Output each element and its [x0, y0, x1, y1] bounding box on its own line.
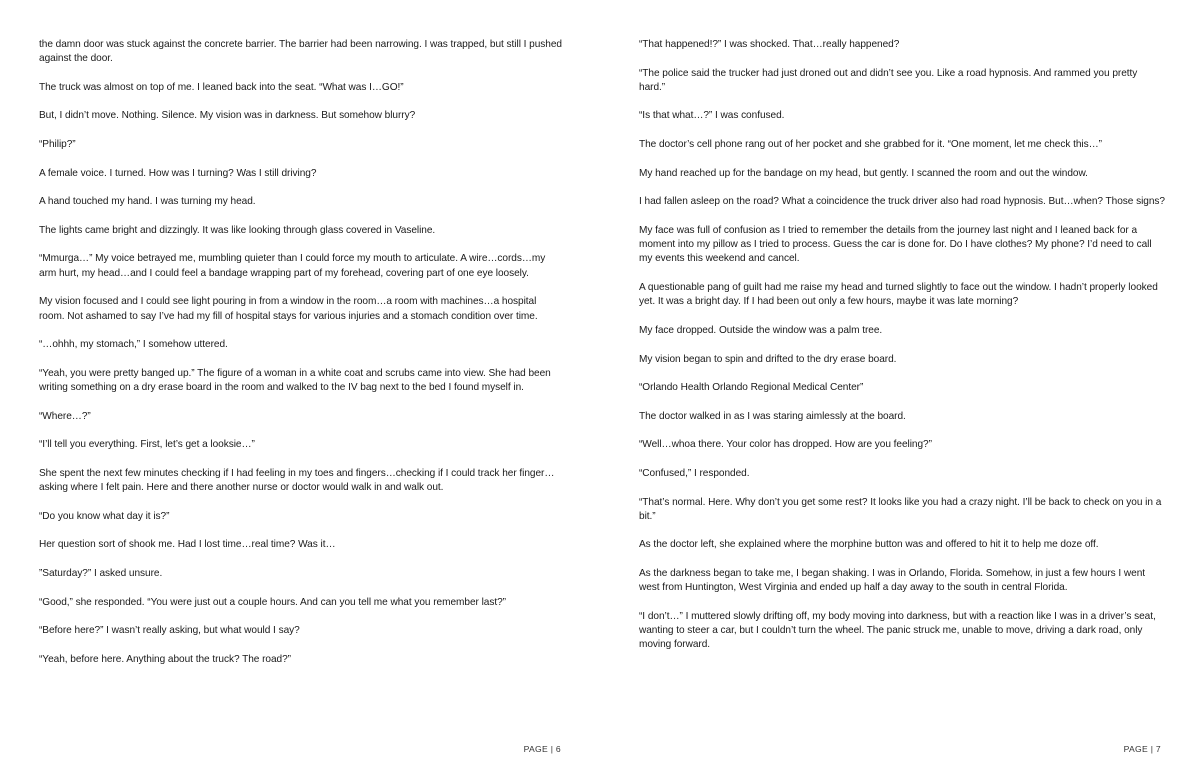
paragraph: A hand touched my hand. I was turning my head.: [39, 196, 256, 208]
paragraph: As the doctor left, she explained where the morphine button was and offered to hit it to help me doze off.: [639, 539, 1099, 551]
paragraph: “I don’t…” I muttered slowly drifting off, my body moving into darkness, but with a reaction like I was in a driver’s seat, wanting to steer a car, but I couldn’t turn the wheel. The panic struck me, unable to move, driving a dark road, only moving forward.: [639, 610, 1156, 651]
paragraph: My hand reached up for the bandage on my head, but gently. I scanned the room and out the window.: [639, 167, 1088, 179]
paragraph: The truck was almost on top of me. I leaned back into the seat. “What was I…GO!”: [39, 81, 404, 93]
paragraph: the damn door was stuck against the concrete barrier. The barrier had been narrowing. I was trapped, but still I pushed against the door.: [39, 39, 562, 65]
paragraph: “Yeah, before here. Anything about the truck? The road?”: [39, 653, 291, 665]
paragraph: I had fallen asleep on the road? What a coincidence the truck driver also had road hypnosis. But…when? Those signs?: [639, 196, 1165, 208]
page-number: PAGE | 7: [1123, 744, 1161, 754]
paragraph: She spent the next few minutes checking if I had feeling in my toes and fingers…checking if I could track her finger…asking where I felt pain. Here and there another nurse or doctor would walk in and walk out.: [39, 467, 555, 494]
page-text: [39, 38, 564, 681]
paragraph: The doctor’s cell phone rang out of her pocket and she grabbed for it. “One moment, let me check this…”: [639, 139, 1102, 151]
paragraph: “Orlando Health Orlando Regional Medical Center”: [639, 382, 864, 394]
page-text: [639, 38, 1165, 667]
paragraph: “…ohhh, my stomach,” I somehow uttered.: [39, 339, 228, 351]
paragraph: “Mmurga…” My voice betrayed me, mumbling quieter than I could force my mouth to articulate. A wire…cords…my arm hurt, my head…and I could feel a bandage wrapping part of my forehead, covering part of one eye loosely.: [39, 253, 546, 279]
paragraph: “That’s normal. Here. Why don’t you get some rest? It looks like you had a crazy night. I’ll be back to check on you in a bit.”: [639, 496, 1162, 522]
paragraph: “Confused,” I responded.: [639, 467, 750, 479]
paragraph: The doctor walked in as I was staring aimlessly at the board.: [639, 410, 906, 422]
paragraph: As the darkness began to take me, I began shaking. I was in Orlando, Florida. Somehow, in just a few hours I went west from Huntington, West Virginia and ended up half a day away to the south in central Florida.: [639, 567, 1146, 594]
paragraph: “Is that what…?” I was confused.: [639, 110, 785, 122]
page-number: PAGE | 6: [523, 744, 561, 754]
paragraph: But, I didn’t move. Nothing. Silence. My vision was in darkness. But somehow blurry?: [39, 110, 416, 122]
paragraph: A questionable pang of guilt had me raise my head and turned slightly to face out the window. I hadn’t properly looked yet. It was a bright day. If I had been out only a few hours, maybe it was late morning?: [639, 282, 1158, 308]
paragraph: “Good,” she responded. “You were just out a couple hours. And can you tell me what you remember last?”: [39, 596, 506, 608]
paragraph: “Philip?”: [39, 139, 76, 151]
paragraph: “That happened!?” I was shocked. That…really happened?: [639, 39, 900, 50]
paragraph: “Before here?” I wasn’t really asking, but what would I say?: [39, 625, 300, 637]
paragraph: “I’ll tell you everything. First, let’s get a looksie…”: [39, 439, 255, 451]
paragraph: “Yeah, you were pretty banged up.” The figure of a woman in a white coat and scrubs came into view. She had been writing something on a dry erase board in the room and walked to the IV bag next to the bed I found myself in.: [39, 367, 551, 394]
paragraph: Her question sort of shook me. Had I lost time…real time? Was it…: [39, 539, 336, 551]
paragraph: “Where…?”: [39, 410, 91, 422]
paragraph: My vision began to spin and drifted to the dry erase board.: [639, 353, 897, 365]
paragraph: A female voice. I turned. How was I turning? Was I still driving?: [39, 167, 317, 179]
paragraph: My vision focused and I could see light pouring in from a window in the room…a room with machines…a hospital room. Not ashamed to say I’ve had my fill of hospital stays for various injuries and a stomach condition over time.: [39, 296, 538, 322]
paragraph: “Well…whoa there. Your color has dropped. How are you feeling?”: [639, 439, 932, 451]
paragraph: ”Saturday?” I asked unsure.: [39, 567, 163, 579]
paragraph: “Do you know what day it is?”: [39, 510, 170, 522]
paragraph: My face was full of confusion as I tried to remember the details from the journey last night and I leaned back for a moment into my pillow as I tried to process. Guess the car is done for. Do I have clothes? My phone? I’d need to call my events this weekend and cancel.: [639, 224, 1152, 265]
paragraph: My face dropped. Outside the window was a palm tree.: [639, 324, 883, 336]
page-right: [600, 0, 1200, 776]
paragraph: “The police said the trucker had just droned out and didn’t see you. Like a road hypnosis. And rammed you pretty hard.”: [639, 67, 1138, 93]
paragraph: The lights came bright and dizzingly. It was like looking through glass covered in Vaseline.: [39, 224, 436, 236]
